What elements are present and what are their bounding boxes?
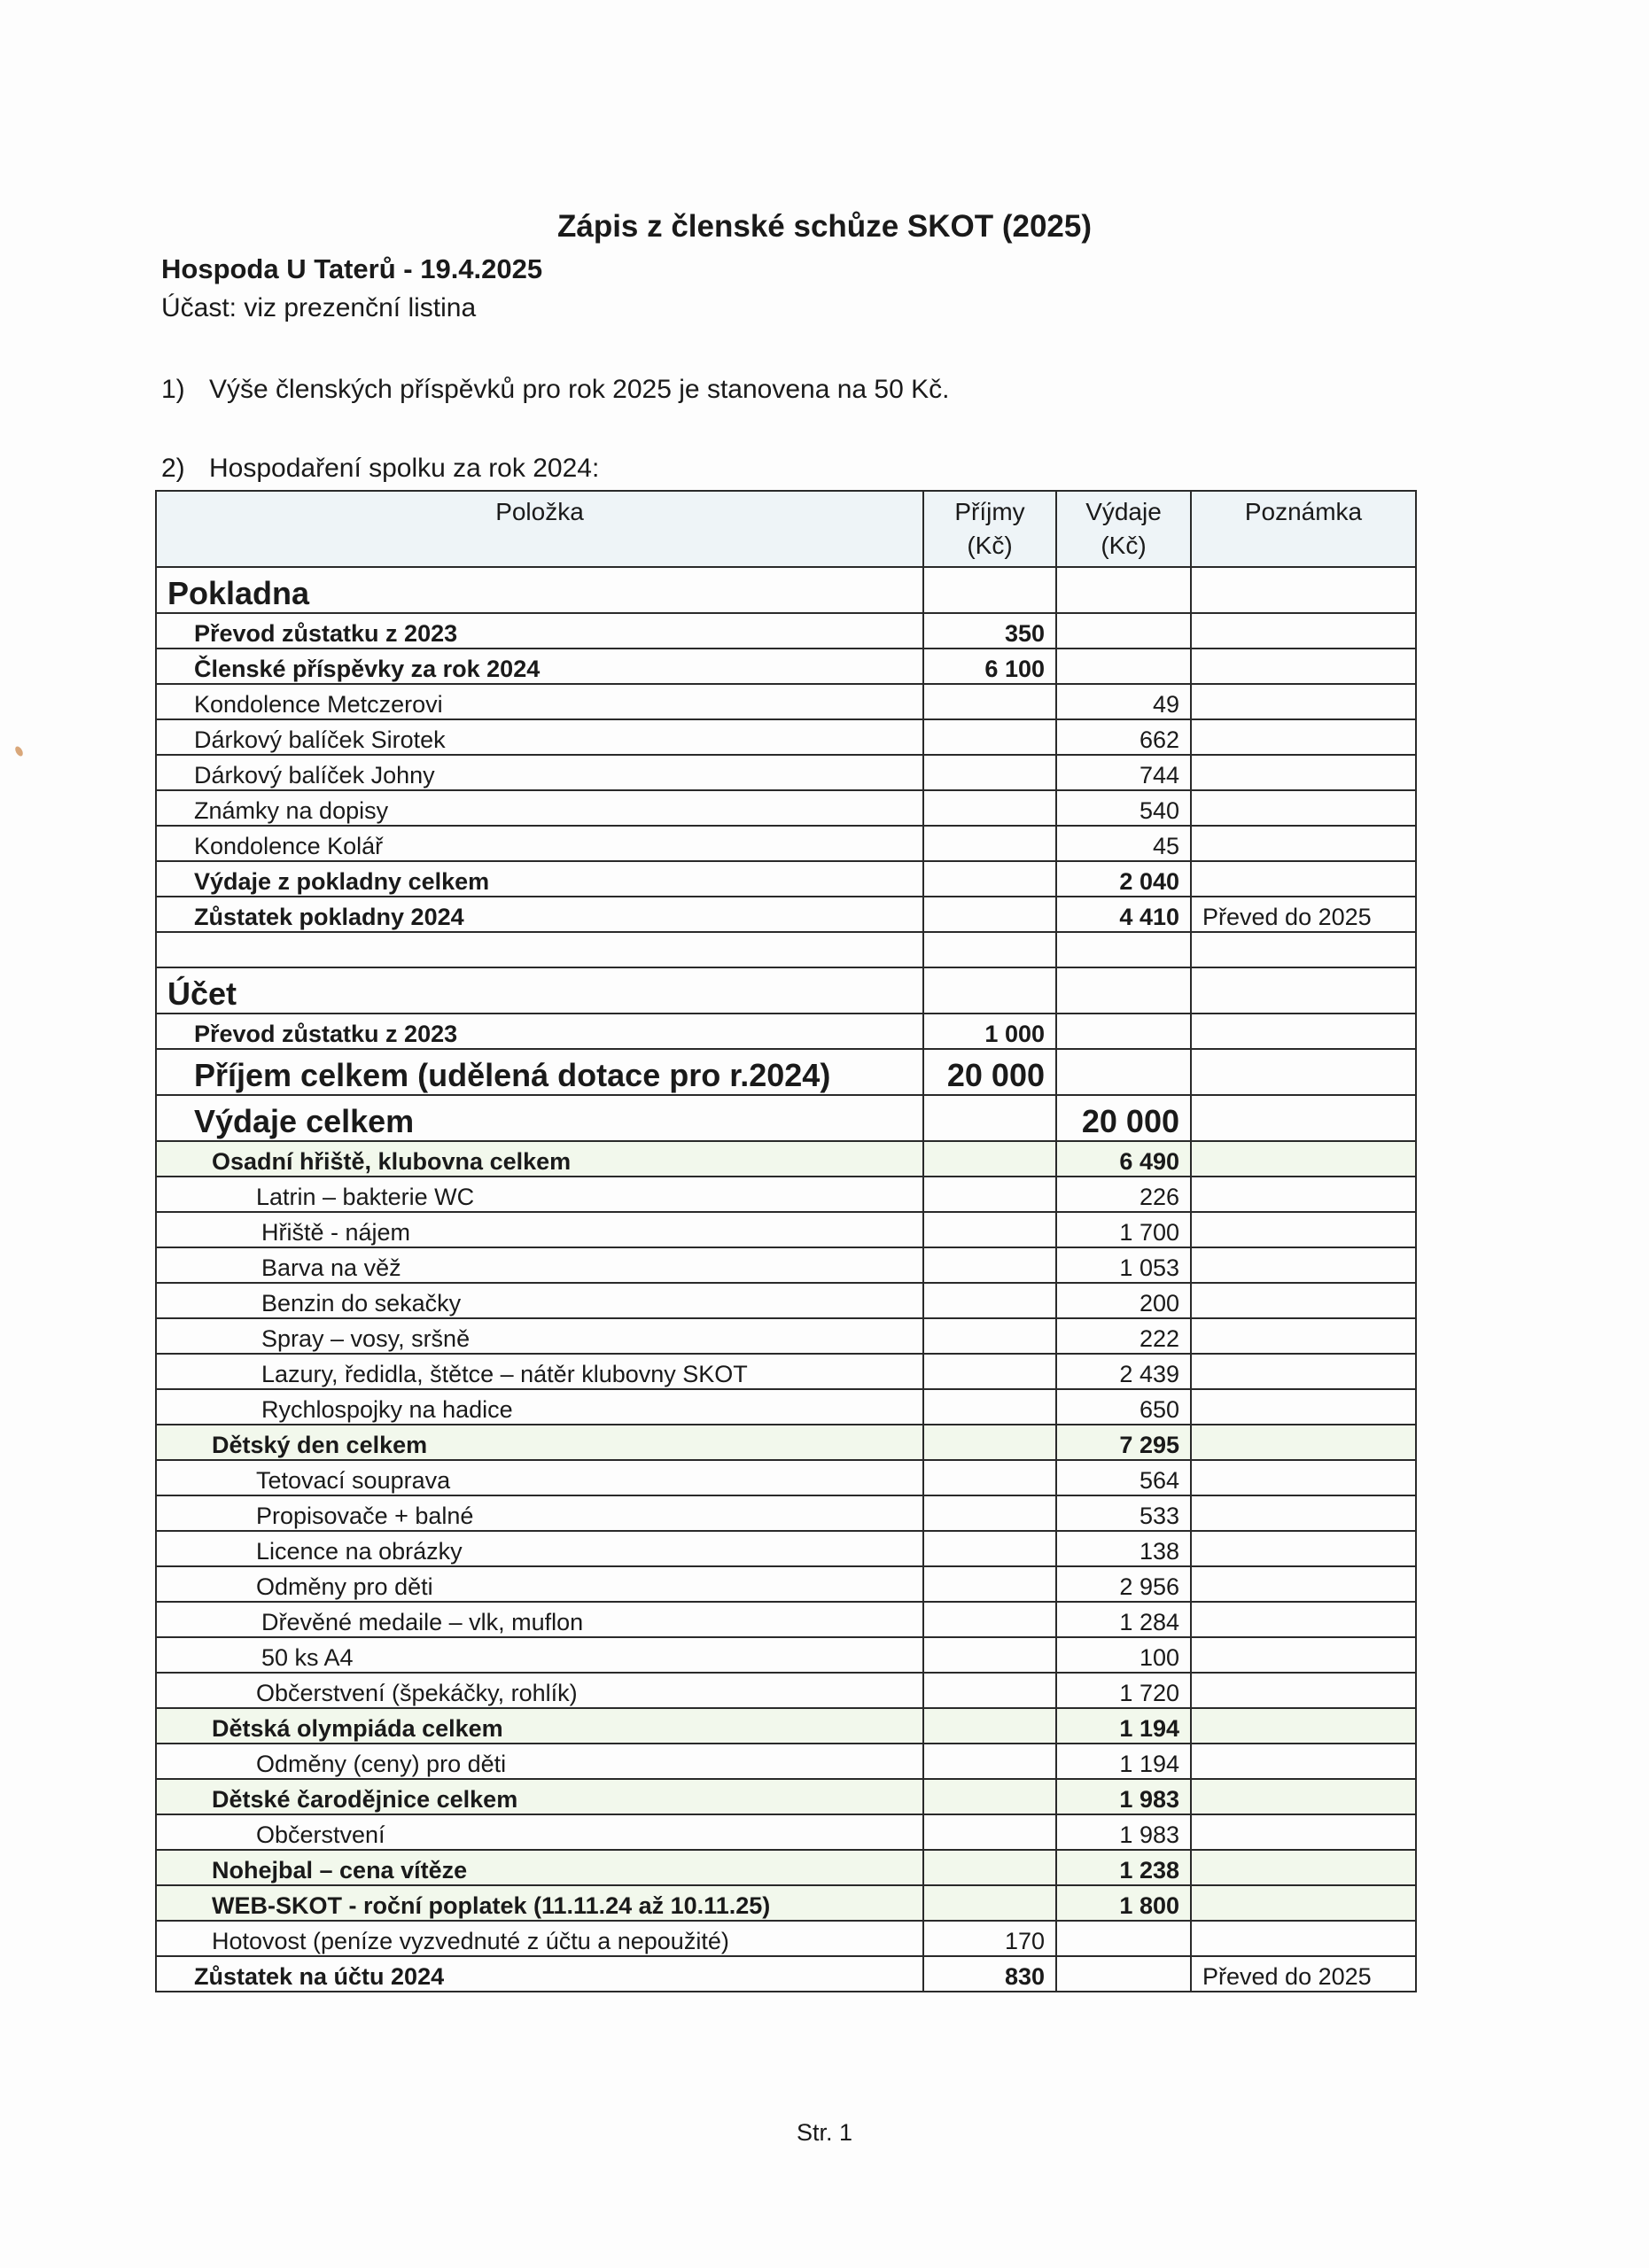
item-cell: 50 ks A4 xyxy=(156,1637,923,1673)
section-ucet: Účet xyxy=(156,967,923,1014)
note-cell xyxy=(1191,1566,1416,1602)
note-cell xyxy=(1191,1425,1416,1460)
table-row xyxy=(156,1212,1416,1247)
note-cell xyxy=(1191,755,1416,790)
note-cell xyxy=(1191,1921,1416,1956)
income-cell xyxy=(923,1708,1056,1744)
note-cell xyxy=(1191,567,1416,613)
expense-cell: 1 800 xyxy=(1056,1885,1191,1921)
expense-cell: 1 238 xyxy=(1056,1850,1191,1885)
expense-cell: 2 040 xyxy=(1056,861,1191,897)
table-row xyxy=(156,967,1416,1014)
item-cell: Dárkový balíček Johny xyxy=(156,755,923,790)
income-cell xyxy=(923,1637,1056,1673)
table-row xyxy=(156,1495,1416,1531)
expense-cell: 4 410 xyxy=(1056,897,1191,932)
note-cell xyxy=(1191,613,1416,649)
expense-cell: 1 194 xyxy=(1056,1708,1191,1744)
note-cell xyxy=(1191,1049,1416,1095)
expense-cell: 226 xyxy=(1056,1177,1191,1212)
table-row xyxy=(156,790,1416,826)
income-cell: 170 xyxy=(923,1921,1056,1956)
table-row xyxy=(156,897,1416,932)
income-cell: 830 xyxy=(923,1956,1056,1992)
item-cell: Osadní hřiště, klubovna celkem xyxy=(156,1141,923,1177)
item-cell: Kondolence Metczerovi xyxy=(156,684,923,719)
note-cell xyxy=(1191,1744,1416,1779)
income-cell xyxy=(923,1779,1056,1814)
income-cell xyxy=(923,1354,1056,1389)
expense-cell: 7 295 xyxy=(1056,1425,1191,1460)
note-cell xyxy=(1191,1602,1416,1637)
item-cell: Zůstatek na účtu 2024 xyxy=(156,1956,923,1992)
agenda-item-1 xyxy=(161,375,949,405)
note-cell xyxy=(1191,1779,1416,1814)
expense-cell: 45 xyxy=(1056,826,1191,861)
note-cell xyxy=(1191,826,1416,861)
item-cell: Převod zůstatku z 2023 xyxy=(156,1014,923,1049)
expense-cell: 564 xyxy=(1056,1460,1191,1495)
income-cell xyxy=(923,932,1056,967)
expense-cell: 533 xyxy=(1056,1495,1191,1531)
table-row xyxy=(156,1708,1416,1744)
note-cell xyxy=(1191,1354,1416,1389)
item-cell: Lazury, ředidla, štětce – nátěr klubovny SKOT xyxy=(156,1354,923,1389)
expense-cell: 6 490 xyxy=(1056,1141,1191,1177)
item-cell: Spray – vosy, sršně xyxy=(156,1318,923,1354)
income-cell xyxy=(923,1318,1056,1354)
table-row xyxy=(156,755,1416,790)
note-cell xyxy=(1191,1850,1416,1885)
table-row xyxy=(156,1779,1416,1814)
expense-cell: 222 xyxy=(1056,1318,1191,1354)
item-cell: Známky na dopisy xyxy=(156,790,923,826)
expense-cell xyxy=(1056,613,1191,649)
expense-cell: 650 xyxy=(1056,1389,1191,1425)
section-pokladna: Pokladna xyxy=(156,567,923,613)
expense-cell: 1 983 xyxy=(1056,1814,1191,1850)
income-cell xyxy=(923,790,1056,826)
header-item: Položka xyxy=(156,491,923,567)
table-header-row xyxy=(156,491,1416,567)
note-cell xyxy=(1191,719,1416,755)
item-cell: Dětské čarodějnice celkem xyxy=(156,1779,923,1814)
expense-cell: 1 284 xyxy=(1056,1602,1191,1637)
income-cell xyxy=(923,1247,1056,1283)
agenda-item-number: 1) xyxy=(161,375,185,404)
table-row xyxy=(156,1049,1416,1095)
income-cell: 1 000 xyxy=(923,1014,1056,1049)
income-cell xyxy=(923,1425,1056,1460)
table-row xyxy=(156,1425,1416,1460)
agenda-item-2 xyxy=(161,454,599,484)
expense-cell: 2 439 xyxy=(1056,1354,1191,1389)
table-row xyxy=(156,1531,1416,1566)
expense-cell: 1 983 xyxy=(1056,1779,1191,1814)
expense-cell: 2 956 xyxy=(1056,1566,1191,1602)
note-cell xyxy=(1191,1531,1416,1566)
item-cell: Propisovače + balné xyxy=(156,1495,923,1531)
expense-cell xyxy=(1056,1921,1191,1956)
table-row xyxy=(156,1283,1416,1318)
item-cell: Nohejbal – cena vítěze xyxy=(156,1850,923,1885)
table-row xyxy=(156,826,1416,861)
agenda-item-text: Hospodaření spolku za rok 2024: xyxy=(209,454,600,483)
item-cell: Hotovost (peníze vyzvednuté z účtu a nepoužité) xyxy=(156,1921,923,1956)
expense-cell: 1 720 xyxy=(1056,1673,1191,1708)
page-title: Zápis z členské schůze SKOT (2025) xyxy=(556,209,1092,244)
note-cell xyxy=(1191,1177,1416,1212)
item-cell: Barva na věž xyxy=(156,1247,923,1283)
meeting-place-date: Hospoda U Taterů - 19.4.2025 xyxy=(161,253,543,284)
note-cell xyxy=(1191,967,1416,1014)
expense-cell xyxy=(1056,1014,1191,1049)
item-cell: Licence na obrázky xyxy=(156,1531,923,1566)
note-cell xyxy=(1191,684,1416,719)
income-cell xyxy=(923,755,1056,790)
item-cell: Odměny (ceny) pro děti xyxy=(156,1744,923,1779)
table-row xyxy=(156,1177,1416,1212)
note-cell xyxy=(1191,1495,1416,1531)
table-row xyxy=(156,684,1416,719)
item-cell: Dřevěné medaile – vlk, muflon xyxy=(156,1602,923,1637)
table-row xyxy=(156,1850,1416,1885)
income-cell: 350 xyxy=(923,613,1056,649)
item-cell: WEB-SKOT - roční poplatek (11.11.24 až 10.11.25) xyxy=(156,1885,923,1921)
note-cell: Převed do 2025 xyxy=(1191,1956,1416,1992)
agenda-item-number: 2) xyxy=(161,454,185,483)
item-cell: Dětský den celkem xyxy=(156,1425,923,1460)
expense-cell xyxy=(1056,649,1191,684)
attendance-note: Účast: viz prezenční listina xyxy=(161,293,477,322)
income-cell xyxy=(923,1602,1056,1637)
expense-cell: 200 xyxy=(1056,1283,1191,1318)
income-cell xyxy=(923,684,1056,719)
note-cell xyxy=(1191,1095,1416,1141)
income-cell xyxy=(923,1177,1056,1212)
income-cell xyxy=(923,1389,1056,1425)
expense-cell xyxy=(1056,932,1191,967)
note-cell xyxy=(1191,649,1416,684)
income-cell xyxy=(923,861,1056,897)
note-cell xyxy=(1191,1212,1416,1247)
expense-cell: 540 xyxy=(1056,790,1191,826)
item-cell: Příjem celkem (udělená dotace pro r.2024) xyxy=(156,1049,923,1095)
income-cell xyxy=(923,826,1056,861)
income-cell xyxy=(923,1283,1056,1318)
table-row xyxy=(156,1095,1416,1141)
table-row xyxy=(156,649,1416,684)
note-cell xyxy=(1191,1247,1416,1283)
item-cell: Kondolence Kolář xyxy=(156,826,923,861)
table-row xyxy=(156,1637,1416,1673)
scan-speck xyxy=(13,745,24,757)
note-cell xyxy=(1191,1673,1416,1708)
income-cell xyxy=(923,967,1056,1014)
expense-cell: 662 xyxy=(1056,719,1191,755)
note-cell xyxy=(1191,1389,1416,1425)
income-cell xyxy=(923,1495,1056,1531)
income-cell xyxy=(923,1212,1056,1247)
expense-cell xyxy=(1056,1956,1191,1992)
item-cell: Odměny pro děti xyxy=(156,1566,923,1602)
table-row xyxy=(156,1956,1416,1992)
income-cell xyxy=(923,1744,1056,1779)
item-cell xyxy=(156,932,923,967)
table-row xyxy=(156,1602,1416,1637)
expense-cell: 138 xyxy=(1056,1531,1191,1566)
income-cell xyxy=(923,567,1056,613)
item-cell: Rychlospojky na hadice xyxy=(156,1389,923,1425)
expense-cell: 1 700 xyxy=(1056,1212,1191,1247)
item-cell: Zůstatek pokladny 2024 xyxy=(156,897,923,932)
table-row xyxy=(156,1460,1416,1495)
item-cell: Převod zůstatku z 2023 xyxy=(156,613,923,649)
table-row xyxy=(156,1247,1416,1283)
item-cell: Latrin – bakterie WC xyxy=(156,1177,923,1212)
item-cell: Benzin do sekačky xyxy=(156,1283,923,1318)
item-cell: Členské příspěvky za rok 2024 xyxy=(156,649,923,684)
item-cell: Občerstvení xyxy=(156,1814,923,1850)
income-cell xyxy=(923,1141,1056,1177)
note-cell xyxy=(1191,1014,1416,1049)
item-cell: Výdaje z pokladny celkem xyxy=(156,861,923,897)
table-row xyxy=(156,719,1416,755)
item-cell: Tetovací souprava xyxy=(156,1460,923,1495)
table-row xyxy=(156,613,1416,649)
income-cell xyxy=(923,1850,1056,1885)
item-cell: Dětská olympiáda celkem xyxy=(156,1708,923,1744)
item-cell: Hřiště - nájem xyxy=(156,1212,923,1247)
finance-table xyxy=(155,490,1417,1992)
income-cell xyxy=(923,1885,1056,1921)
agenda-item-text: Výše členských příspěvků pro rok 2025 je stanovena na 50 Kč. xyxy=(209,375,950,404)
table-row xyxy=(156,1389,1416,1425)
income-cell xyxy=(923,1531,1056,1566)
table-row xyxy=(156,1014,1416,1049)
note-cell xyxy=(1191,1318,1416,1354)
note-cell xyxy=(1191,790,1416,826)
table-row xyxy=(156,861,1416,897)
note-cell xyxy=(1191,1141,1416,1177)
income-cell xyxy=(923,1566,1056,1602)
note-cell xyxy=(1191,1460,1416,1495)
table-row xyxy=(156,1318,1416,1354)
table-row xyxy=(156,1673,1416,1708)
item-cell: Občerstvení (špekáčky, rohlík) xyxy=(156,1673,923,1708)
note-cell xyxy=(1191,1708,1416,1744)
table-row xyxy=(156,1354,1416,1389)
note-cell xyxy=(1191,1283,1416,1318)
note-cell: Převed do 2025 xyxy=(1191,897,1416,932)
table-row xyxy=(156,932,1416,967)
table-row xyxy=(156,1141,1416,1177)
item-cell: Dárkový balíček Sirotek xyxy=(156,719,923,755)
expense-cell: 1 194 xyxy=(1056,1744,1191,1779)
expense-cell: 20 000 xyxy=(1056,1095,1191,1141)
table-row xyxy=(156,1814,1416,1850)
income-cell: 6 100 xyxy=(923,649,1056,684)
expense-cell: 1 053 xyxy=(1056,1247,1191,1283)
income-cell: 20 000 xyxy=(923,1049,1056,1095)
income-cell xyxy=(923,1814,1056,1850)
expense-cell: 49 xyxy=(1056,684,1191,719)
note-cell xyxy=(1191,1814,1416,1850)
expense-cell: 744 xyxy=(1056,755,1191,790)
income-cell xyxy=(923,897,1056,932)
item-cell: Výdaje celkem xyxy=(156,1095,923,1141)
table-row xyxy=(156,1744,1416,1779)
table-row xyxy=(156,1566,1416,1602)
table-row xyxy=(156,1885,1416,1921)
income-cell xyxy=(923,1673,1056,1708)
note-cell xyxy=(1191,1885,1416,1921)
note-cell xyxy=(1191,932,1416,967)
expense-cell xyxy=(1056,1049,1191,1095)
header-income: Příjmy (Kč) xyxy=(923,491,1056,567)
header-expense: Výdaje (Kč) xyxy=(1056,491,1191,567)
income-cell xyxy=(923,719,1056,755)
expense-cell xyxy=(1056,567,1191,613)
note-cell xyxy=(1191,861,1416,897)
expense-cell: 100 xyxy=(1056,1637,1191,1673)
expense-cell xyxy=(1056,967,1191,1014)
page-number: Str. 1 xyxy=(796,2119,853,2146)
header-note: Poznámka xyxy=(1191,491,1416,567)
table-row xyxy=(156,1921,1416,1956)
income-cell xyxy=(923,1460,1056,1495)
table-row xyxy=(156,567,1416,613)
income-cell xyxy=(923,1095,1056,1141)
note-cell xyxy=(1191,1637,1416,1673)
